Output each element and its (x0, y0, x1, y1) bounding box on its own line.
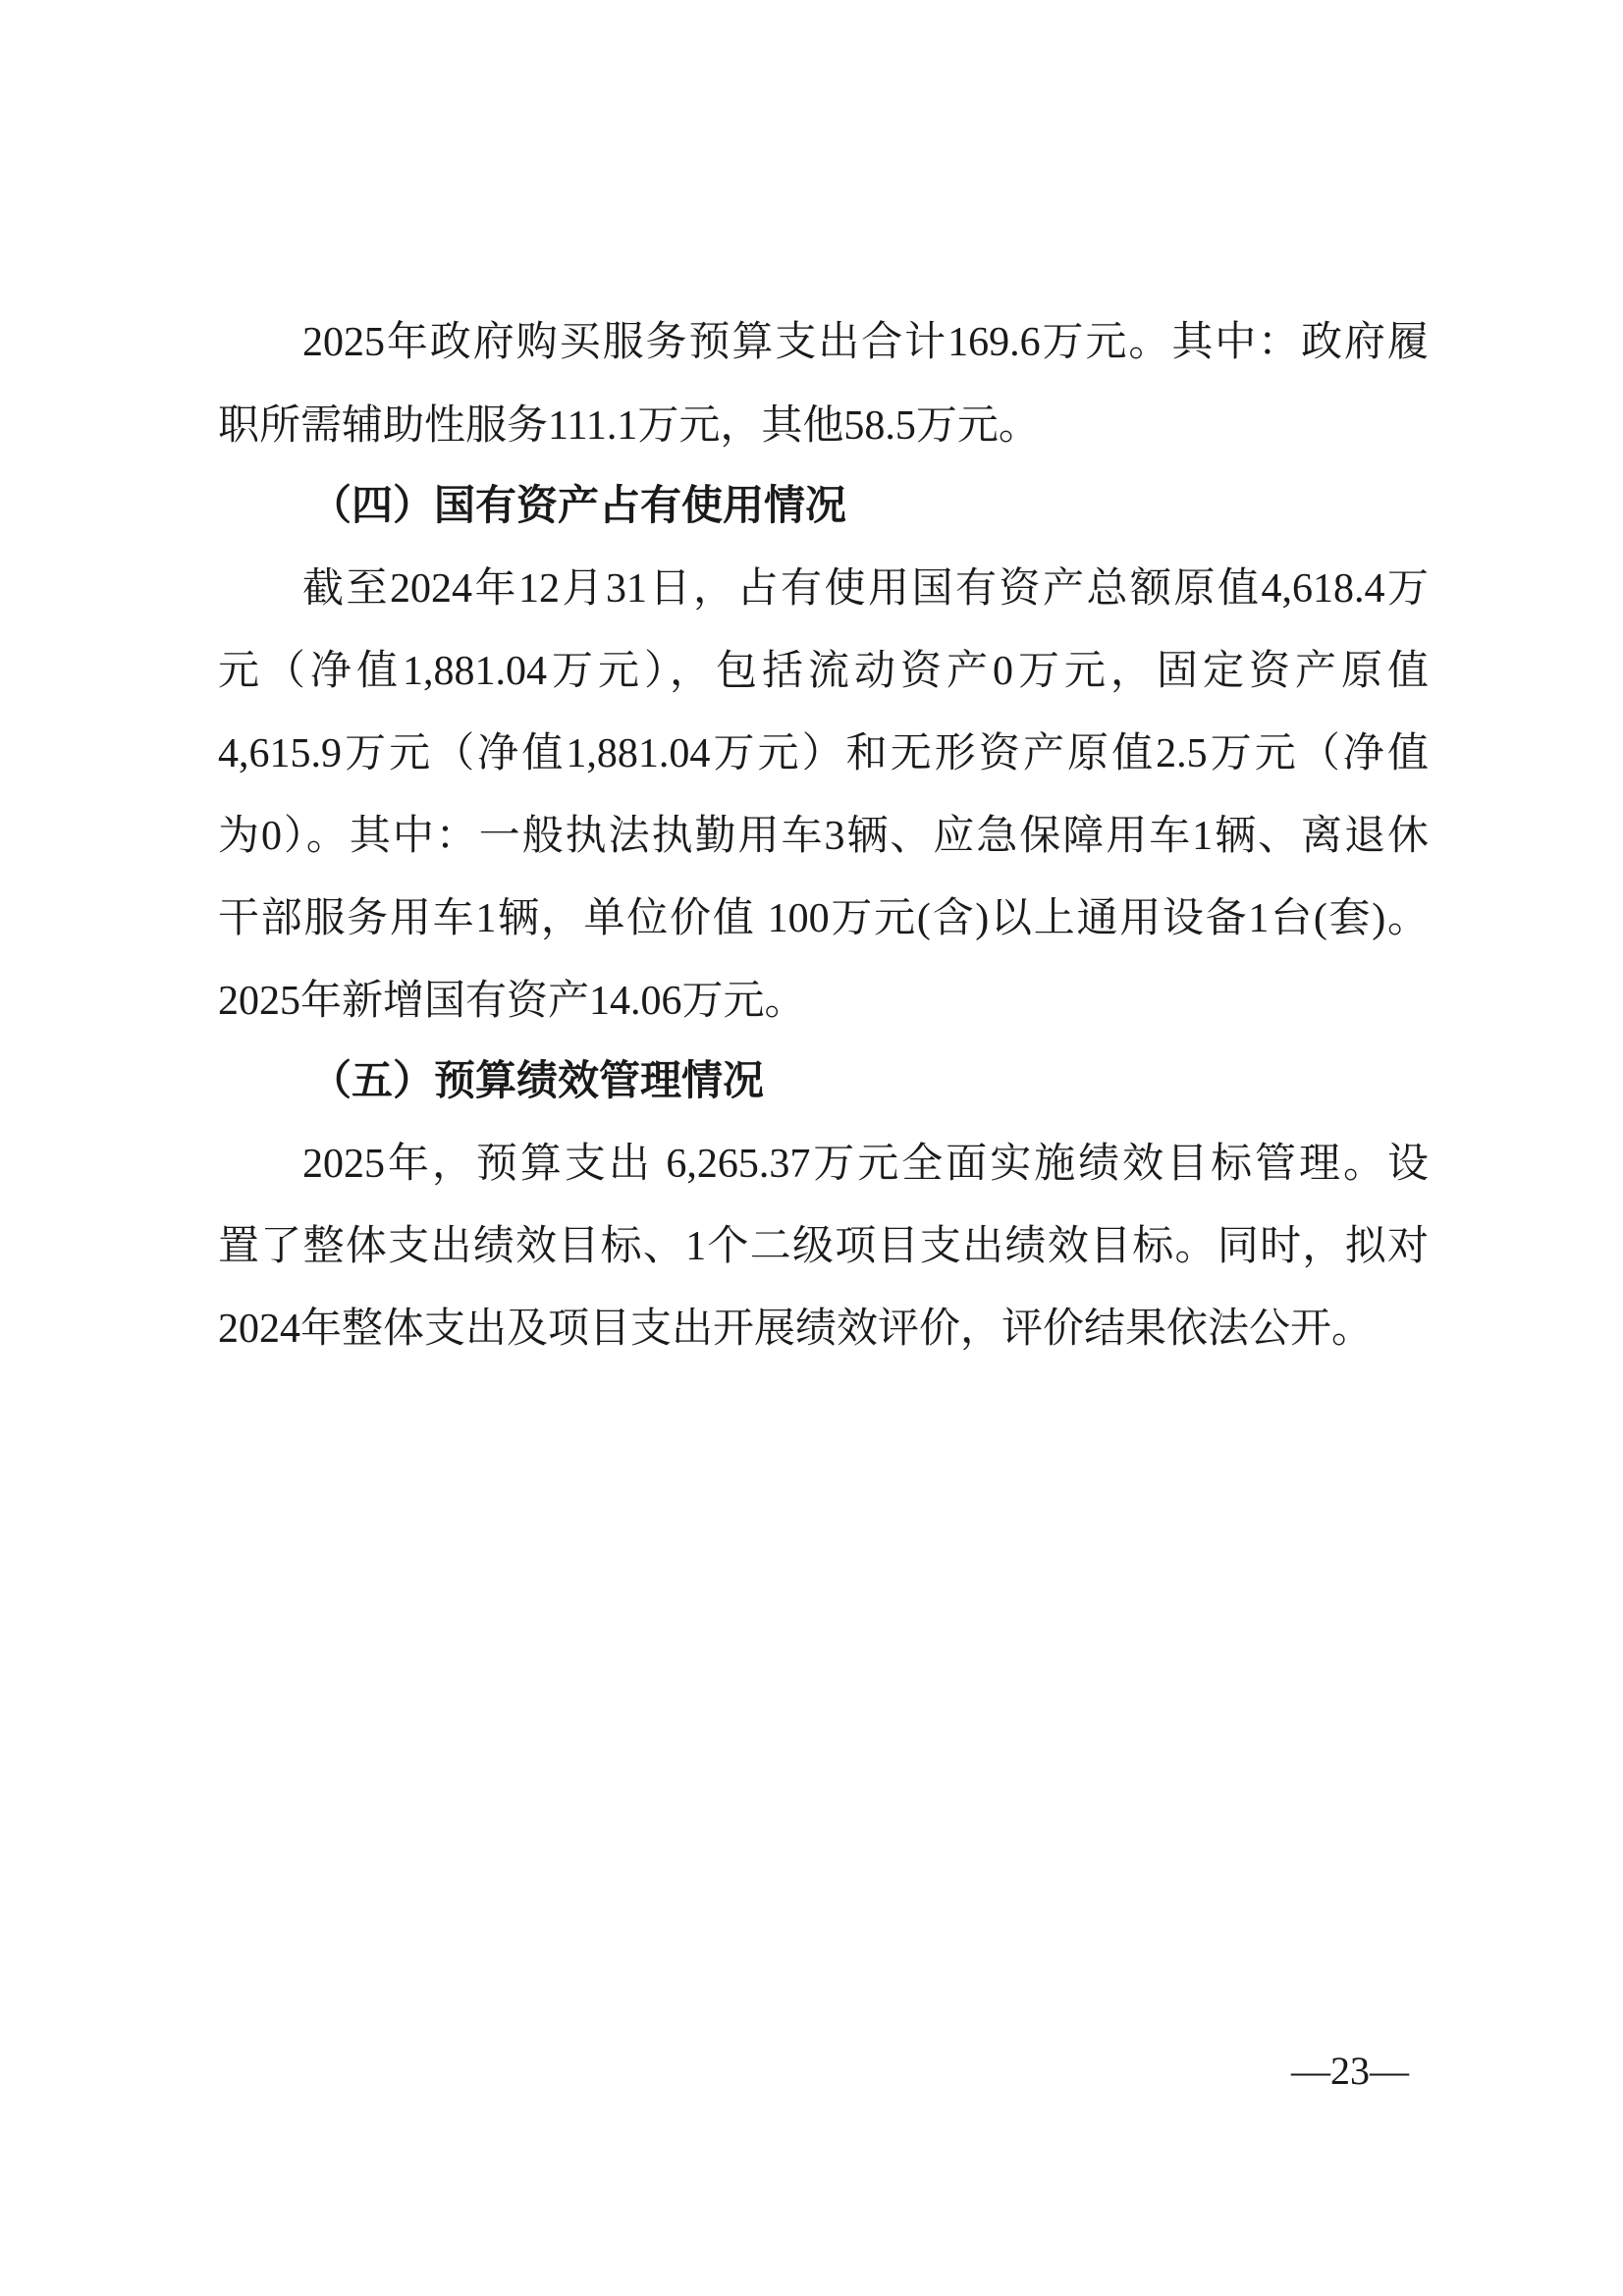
paragraph-line: 职所需辅助性服务111.1万元，其他58.5万元。 (218, 403, 1040, 449)
paragraph-line: 4,615.9万元（净值1,881.04万元）和无形资产原值2.5万元（净值 (218, 731, 1429, 776)
paragraph-line: 干部服务用车1辆，单位价值 100万元(含)以上通用设备1台(套)。 (218, 896, 1429, 941)
paragraph-line: 元（净值1,881.04万元），包括流动资产0万元，固定资产原值 (218, 649, 1429, 694)
paragraph-line: 2025年，预算支出 6,265.37万元全面实施绩效目标管理。设 (302, 1142, 1429, 1187)
paragraph-line: 2025年政府购买服务预算支出合计169.6万元。其中：政府履 (302, 320, 1429, 365)
paragraph-line: 2025年新增国有资产14.06万元。 (218, 979, 806, 1024)
section-heading-state-assets: （四）国有资产占有使用情况 (310, 484, 847, 529)
page-number: —23— (1291, 2049, 1409, 2093)
paragraph-line: 置了整体支出绩效目标、1个二级项目支出绩效目标。同时，拟对 (218, 1224, 1429, 1269)
paragraph-line: 为0）。其中：一般执法执勤用车3辆、应急保障用车1辆、离退休 (218, 814, 1429, 859)
paragraph-line: 2024年整体支出及项目支出开展绩效评价，评价结果依法公开。 (218, 1307, 1374, 1352)
section-heading-performance: （五）预算绩效管理情况 (310, 1059, 765, 1104)
paragraph-line: 截至2024年12月31日，占有使用国有资产总额原值4,618.4万 (302, 566, 1429, 612)
